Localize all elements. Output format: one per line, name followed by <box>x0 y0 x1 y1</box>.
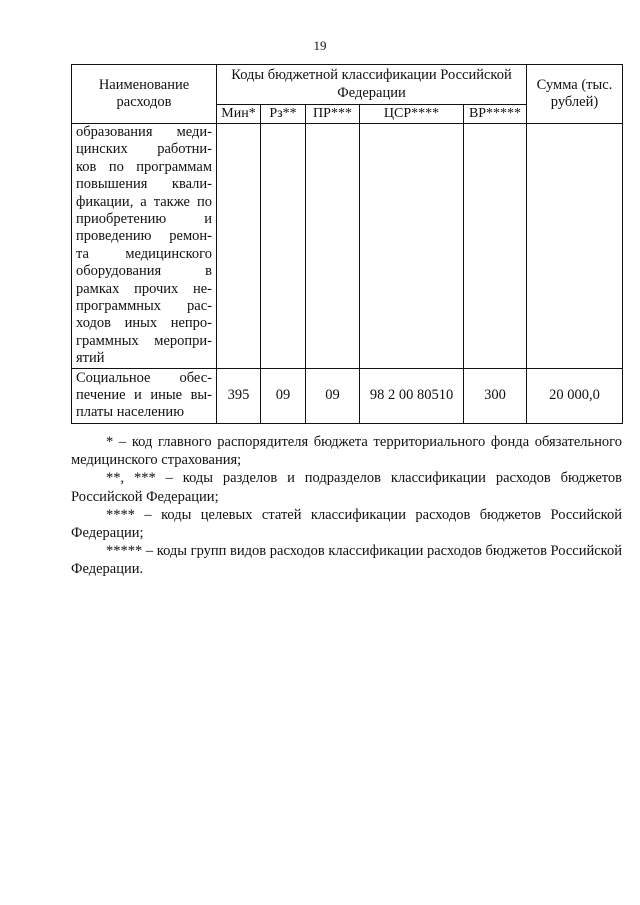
cell-min: 395 <box>217 368 261 423</box>
footnotes <box>71 433 622 579</box>
row-name-line: печение и иные вы- <box>76 386 212 403</box>
footnote: **** – коды целевых статей классификации расходов бюджетов Российской Федерации; <box>71 506 622 542</box>
cell-rz: 09 <box>261 368 306 423</box>
cell-sum <box>527 124 623 369</box>
footnote: **, *** – коды разделов и подразделов классификации расходов бюджетов Российской Федерации; <box>71 470 622 505</box>
row-name-line: фикации, а также по <box>76 193 212 210</box>
cell-pr <box>306 124 360 369</box>
cell-csr: 98 2 00 80510 <box>360 368 464 423</box>
header-code-vr: ВР***** <box>464 105 527 124</box>
cell-min <box>217 124 261 369</box>
row-name-line: программных рас- <box>76 298 212 315</box>
footnote: * – код главного распорядителя бюджета территориального фонда обязательного медицинского страхования; <box>71 434 622 469</box>
cell-sum: 20 000,0 <box>527 368 623 423</box>
row-name-line: ков по программам <box>76 158 212 175</box>
row-name-line: Социальное обес- <box>76 369 212 386</box>
row-name-line: оборудования в <box>76 263 212 280</box>
header-code-min: Мин* <box>217 105 261 124</box>
row-name <box>72 124 217 369</box>
row-name-line: платы населению <box>76 404 185 421</box>
header-sum: Сумма (тыс. рублей) <box>527 65 623 124</box>
cell-rz <box>261 124 306 369</box>
row-name <box>72 368 217 423</box>
cell-pr: 09 <box>306 368 360 423</box>
row-name-line: проведению ремон- <box>76 228 212 245</box>
header-code-pr: ПР*** <box>306 105 360 124</box>
header-code-rz: Рз** <box>261 105 306 124</box>
budget-table <box>71 64 623 424</box>
table-row <box>72 368 623 423</box>
table-row <box>72 124 623 369</box>
row-name-line: приобретению и <box>76 211 212 228</box>
row-name-line: ятий <box>76 350 105 367</box>
footnote: ***** – коды групп видов расходов классификации расходов бюджетов Российской Федерации. <box>71 543 622 578</box>
header-code-csr: ЦСР**** <box>360 105 464 124</box>
row-name-line: рамках прочих не- <box>76 280 212 297</box>
cell-csr <box>360 124 464 369</box>
header-name: Наименование расходов <box>72 65 217 124</box>
row-name-line: цинских работни- <box>76 141 212 158</box>
row-name-line: повышения квали- <box>76 176 212 193</box>
row-name-line: та медицинского <box>76 245 212 262</box>
cell-vr: 300 <box>464 368 527 423</box>
header-codes-group: Коды бюджетной классификации Российской Федерации <box>217 65 527 105</box>
row-name-line: образования меди- <box>76 124 212 140</box>
cell-vr <box>464 124 527 369</box>
row-name-line: граммных меропри- <box>76 332 212 349</box>
page-number: 19 <box>313 38 327 53</box>
row-name-line: ходов иных непро- <box>76 315 212 332</box>
